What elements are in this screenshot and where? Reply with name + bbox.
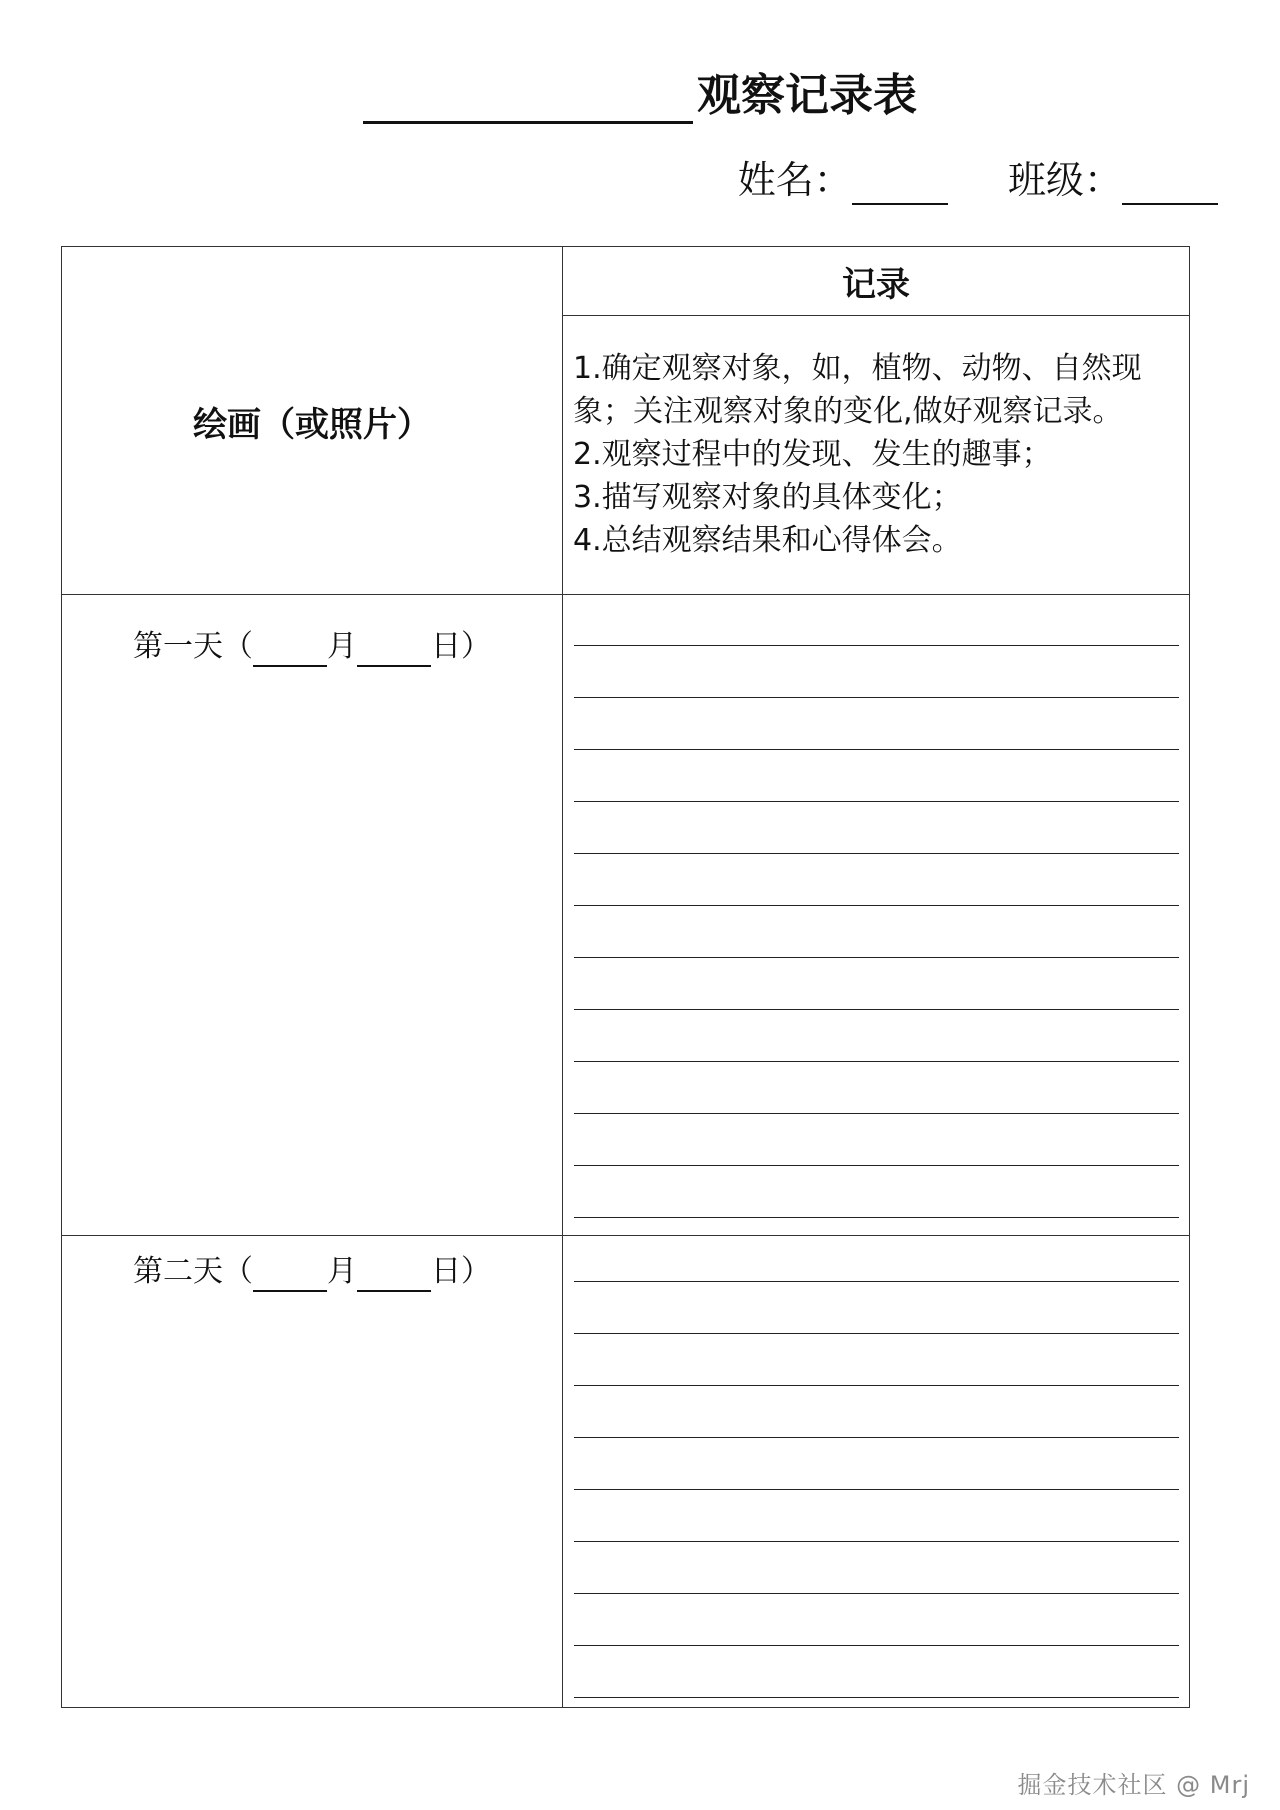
month-blank[interactable]	[253, 1258, 327, 1292]
day-1-label: 第一天（ 月 日）	[62, 627, 562, 667]
writing-line[interactable]	[574, 1437, 1179, 1438]
writing-line[interactable]	[574, 853, 1179, 854]
writing-line[interactable]	[574, 1281, 1179, 1282]
instruction-line: 2.观察过程中的发现、发生的趣事；	[573, 437, 1052, 472]
row-divider-1	[62, 594, 1189, 595]
writing-line[interactable]	[574, 697, 1179, 698]
student-info	[738, 155, 1218, 205]
writing-line[interactable]	[574, 645, 1179, 646]
writing-line[interactable]	[574, 1217, 1179, 1218]
month-blank[interactable]	[253, 633, 327, 667]
subject-blank[interactable]	[363, 71, 693, 124]
observation-table	[61, 246, 1190, 1708]
writing-line[interactable]	[574, 905, 1179, 906]
column-divider	[562, 247, 563, 1707]
drawing-header: 绘画（或照片）	[193, 405, 431, 445]
day-2-label: 第二天（ 月 日）	[62, 1252, 562, 1292]
writing-line[interactable]	[574, 1593, 1179, 1594]
instruction-line: 3.描写观察对象的具体变化；	[573, 480, 962, 515]
writing-line[interactable]	[574, 1489, 1179, 1490]
writing-line[interactable]	[574, 1645, 1179, 1646]
watermark: 掘金技术社区 @ Mrj	[1017, 1771, 1250, 1799]
day-blank[interactable]	[357, 633, 431, 667]
instruction-line: 1.确定观察对象，如，植物、动物、自然现	[573, 351, 1142, 386]
writing-line[interactable]	[574, 1009, 1179, 1010]
writing-line[interactable]	[574, 1385, 1179, 1386]
writing-line[interactable]	[574, 1165, 1179, 1166]
writing-line[interactable]	[574, 1061, 1179, 1062]
day-blank[interactable]	[357, 1258, 431, 1292]
row-divider-2	[62, 1235, 1189, 1236]
name-label: 姓名：	[737, 158, 852, 202]
writing-line[interactable]	[574, 1113, 1179, 1114]
name-blank[interactable]	[852, 163, 948, 205]
page-title	[0, 68, 1280, 124]
class-label: 班级：	[1007, 158, 1122, 202]
writing-line[interactable]	[574, 1333, 1179, 1334]
instruction-line: 4.总结观察结果和心得体会。	[573, 523, 962, 558]
instruction-line: 象；关注观察对象的变化,做好观察记录。	[573, 394, 1123, 429]
writing-line[interactable]	[574, 1697, 1179, 1698]
record-header: 记录	[842, 264, 910, 305]
writing-line[interactable]	[574, 957, 1179, 958]
writing-line[interactable]	[574, 749, 1179, 750]
title-text: 观察记录表	[697, 70, 917, 121]
instruction-list	[573, 347, 1183, 562]
writing-line[interactable]	[574, 1541, 1179, 1542]
writing-line[interactable]	[574, 801, 1179, 802]
header-divider	[562, 315, 1189, 316]
class-blank[interactable]	[1122, 163, 1218, 205]
